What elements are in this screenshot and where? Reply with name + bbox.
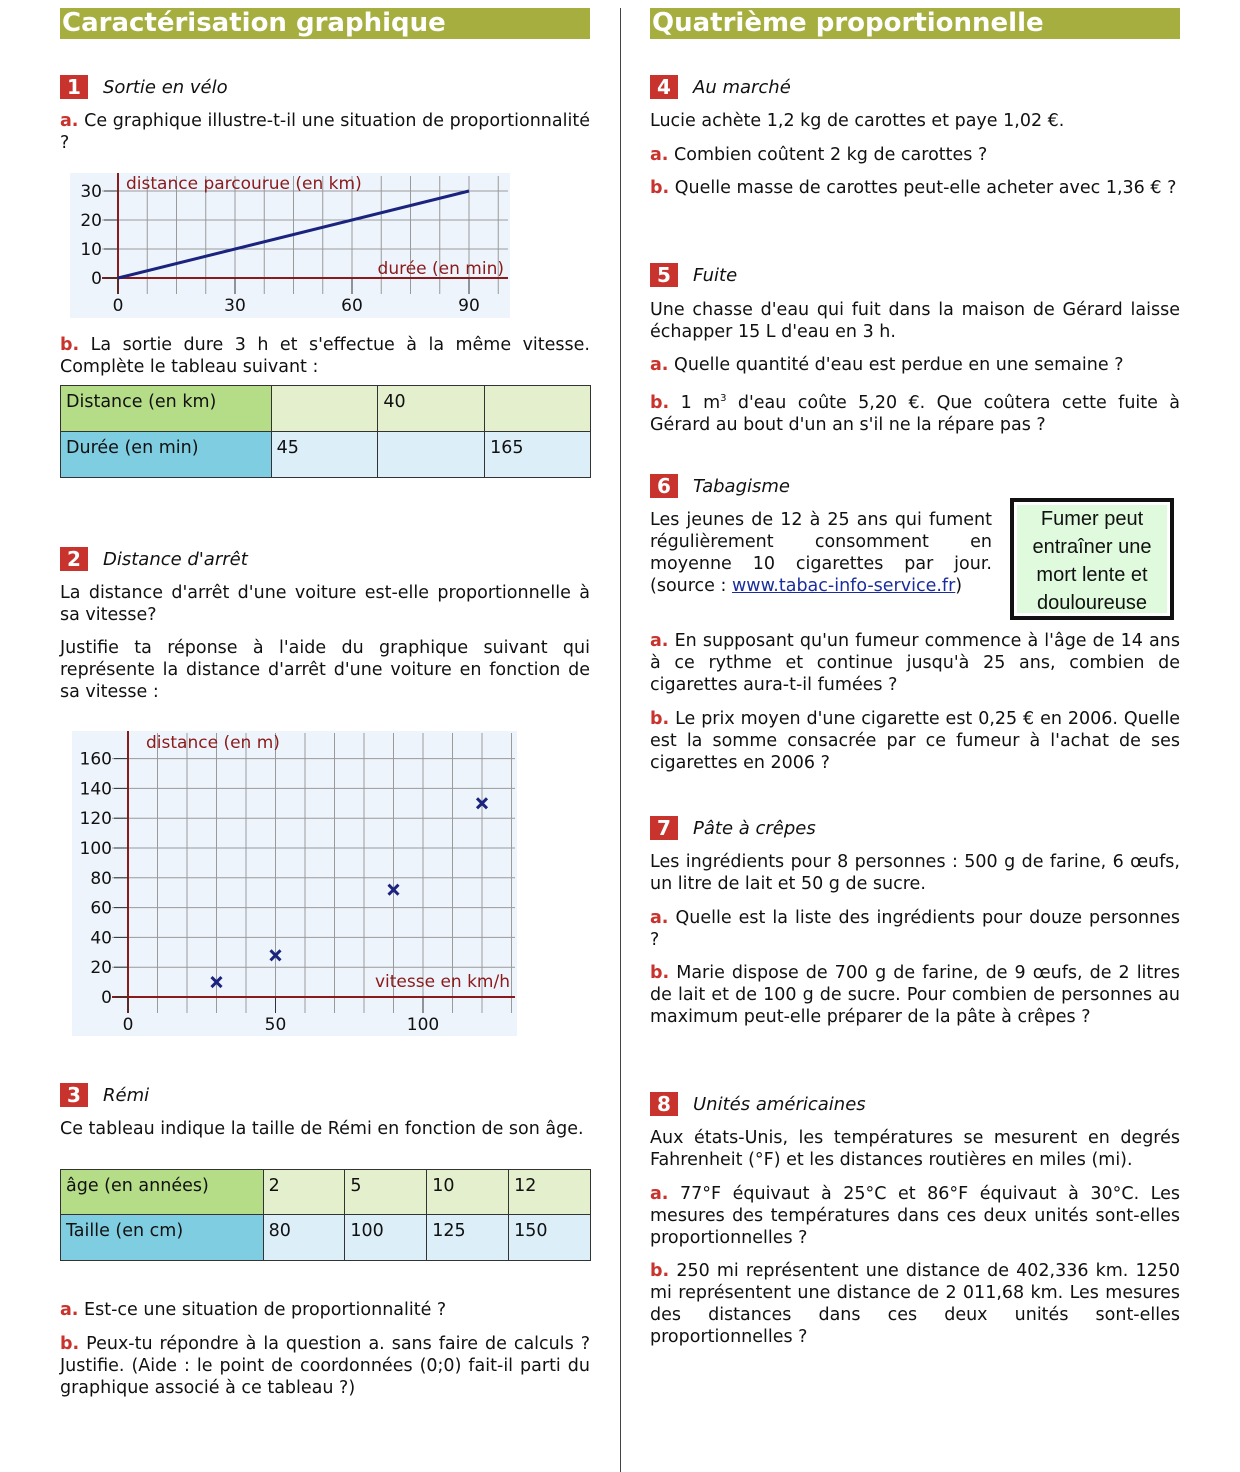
paragraph [650,509,992,597]
exercise-number: 4 [650,75,678,99]
chart-background [70,173,510,318]
y-tick-label: 0 [101,988,112,1008]
question-a [650,907,1180,951]
question-label: b. [650,178,670,198]
exercise-number: 1 [60,75,88,99]
y-axis-label: distance parcourue (en km) [126,174,362,194]
paragraph-text: Les jeunes de 12 à 25 ans qui fument régulièrement consomment en moyenne 10 cigarettes par jour. (source : [650,510,992,596]
question-text: Peux-tu répondre à la question a. sans faire de calculs ? Justifie. (Aide : le point de coordonnées (0;0) fait-il parti du graphique associé à ce tableau ?) [60,1334,590,1398]
question-label: a. [650,1184,669,1204]
question-text: 250 mi représentent une distance de 402,336 km. 1250 mi représentent une distance de 2 011,68 km. Les mesures des distances dans ces deux unités sont-elles proportionnelles ? [650,1261,1180,1347]
paragraph: Lucie achète 1,2 kg de carottes et paye 1,02 €. [650,111,1065,131]
question-a [60,1299,590,1321]
question-label: a. [650,908,669,928]
paragraph: La distance d'arrêt d'une voiture est-elle proportionnelle à sa vitesse? [60,583,590,625]
y-tick-label: 30 [80,182,102,202]
row-header: Durée (en min) [61,432,272,478]
paragraph: Justifie ta réponse à l'aide du graphique suivant qui représente la distance d'arrêt d'une voiture en fonction de sa vitesse : [60,638,590,702]
x-tick-label: 60 [341,296,363,316]
exercise-title: Au marché [693,76,791,98]
question-a [60,110,590,154]
warning-text: Fumer peut entraîner une mort lente et douloureuse [1017,505,1167,613]
question-a [650,354,1180,376]
question-b [60,334,590,378]
exercise-4-header [650,75,791,99]
exercise-title: Pâte à crêpes [693,817,816,839]
exercise-2-header [60,547,248,571]
paragraph: Ce tableau indique la taille de Rémi en fonction de son âge. [60,1119,584,1139]
y-tick-label: 40 [90,928,112,949]
question-label: a. [60,1300,79,1320]
exercise-number: 6 [650,474,678,498]
paragraph: Aux états-Unis, les températures se mesurent en degrés Fahrenheit (°F) et les distances routières en miles (mi). [650,1128,1180,1170]
question-a [650,144,1180,166]
superscript: 3 [720,393,727,404]
exercise-3-header [60,1083,149,1107]
table-cell: 165 [485,432,591,478]
table-cell [378,432,485,478]
table-row [61,1215,591,1261]
question-label: a. [650,631,669,651]
question-label: a. [650,355,669,375]
question-text: Quelle quantité d'eau est perdue en une semaine ? [674,355,1124,375]
chart-distance-arret [72,731,517,1036]
exercise-7-header [650,816,816,840]
exercise-title: Distance d'arrêt [103,548,248,570]
exercise-title: Tabagisme [693,475,791,497]
y-tick-label: 60 [90,898,112,919]
table-row [61,432,591,478]
y-tick-label: 10 [80,240,102,260]
table-cell [271,386,378,432]
question-text: Le prix moyen d'une cigarette est 0,25 € en 2006. Quelle est la somme consacrée par ce fumeur à l'achat de ses cigarettes en 2006 ? [650,709,1180,773]
paragraph: Une chasse d'eau qui fuit dans la maison de Gérard laisse échapper 15 L d'eau en 3 h. [650,300,1180,342]
question-text: 1 m [680,392,721,413]
x-tick-label: 0 [122,1015,134,1035]
y-tick-label: 80 [90,868,112,889]
column-divider [620,8,621,1472]
paragraph-text: ) [955,576,963,596]
exercise-number: 5 [650,263,678,287]
question-text: Est-ce une situation de proportionnalité ? [84,1300,447,1320]
y-tick-label: 120 [79,809,112,830]
exercise-number: 7 [650,816,678,840]
question-text: d'eau coûte 5,20 €. Que coûtera cette fuite à Gérard au bout d'un an s'il ne la répare pas ? [650,392,1180,435]
question-text: Marie dispose de 700 g de farine, de 9 œufs, de 2 litres de lait et de 100 g de sucre. Pour combien de personnes au maximum peut-elle préparer de la pâte à crêpes ? [650,963,1180,1027]
exercise-number: 8 [650,1092,678,1116]
x-axis-label: durée (en min) [377,259,504,279]
exercise-number: 3 [60,1083,88,1107]
question-label: b. [60,1334,80,1354]
question-a [650,630,1180,696]
y-tick-label: 160 [79,749,112,770]
question-text: Quelle est la liste des ingrédients pour douze personnes ? [650,908,1180,950]
question-label: a. [60,111,79,131]
exercise-number: 2 [60,547,88,571]
question-b [60,1333,590,1399]
x-tick-label: 100 [406,1015,440,1035]
row-header: Distance (en km) [61,386,272,432]
x-tick-label: 90 [458,296,480,316]
exercise-title: Rémi [103,1084,150,1106]
question-label: b. [60,335,80,355]
question-b [650,1260,1180,1348]
x-tick-label: 50 [264,1015,287,1035]
question-b [650,177,1180,199]
chart-sortie-velo [70,173,510,318]
table-sortie-velo [60,385,591,478]
table-cell: 150 [509,1215,591,1261]
y-axis-label: distance (en m) [146,733,280,753]
question-text: En supposant qu'un fumeur commence à l'âge de 14 ans à ce rythme et continue jusqu'à 25 ans, combien de cigarettes aura-t-il fumées ? [650,631,1180,695]
exercise-6-header [650,474,790,498]
row-header: âge (en années) [61,1170,264,1215]
question-label: b. [650,392,670,413]
question-label: b. [650,963,670,983]
question-label: b. [650,709,670,729]
source-link[interactable]: www.tabac-info-service.fr [731,576,956,596]
table-cell: 100 [345,1215,427,1261]
exercise-1-header [60,75,228,99]
table-row [61,386,591,432]
table-remi [60,1169,591,1261]
question-b [650,708,1180,774]
section-title-right: Quatrième proportionnelle [650,8,1180,39]
y-tick-label: 20 [80,211,102,231]
y-tick-label: 140 [79,779,112,800]
question-label: a. [650,145,669,165]
x-axis-label: vitesse en km/h [374,972,510,992]
table-cell: 80 [263,1215,345,1261]
exercise-5-header [650,263,737,287]
table-cell: 45 [271,432,378,478]
question-b [650,388,1180,436]
exercise-title: Unités américaines [693,1093,866,1115]
x-tick-label: 30 [224,296,246,316]
exercise-8-header [650,1092,866,1116]
table-cell [485,386,591,432]
exercise-title: Fuite [693,264,738,286]
table-cell: 40 [378,386,485,432]
question-text: Quelle masse de carottes peut-elle acheter avec 1,36 € ? [674,178,1177,198]
question-text: Ce graphique illustre-t-il une situation de proportionnalité ? [60,111,590,153]
warning-label [1010,498,1174,620]
table-cell: 125 [427,1215,509,1261]
question-b [650,962,1180,1028]
table-cell: 2 [263,1170,345,1215]
row-header: Taille (en cm) [61,1215,264,1261]
table-cell: 10 [427,1170,509,1215]
question-text: Combien coûtent 2 kg de carottes ? [674,145,988,165]
section-title-left: Caractérisation graphique [60,8,590,39]
y-tick-label: 100 [79,839,112,859]
question-text: La sortie dure 3 h et s'effectue à la même vitesse. Complète le tableau suivant : [60,335,590,377]
question-text: 77°F équivaut à 25°C et 86°F équivaut à 30°C. Les mesures des températures dans ces deux unités sont-elles proportionnelles ? [650,1184,1180,1248]
x-tick-label: 0 [112,296,124,316]
question-label: b. [650,1261,670,1281]
table-cell: 12 [509,1170,591,1215]
exercise-title: Sortie en vélo [103,76,228,98]
y-tick-label: 0 [91,269,102,289]
paragraph: Les ingrédients pour 8 personnes : 500 g de farine, 6 œufs, un litre de lait et 50 g de sucre. [650,852,1180,894]
y-tick-label: 20 [90,958,112,979]
question-a [650,1183,1180,1249]
table-cell: 5 [345,1170,427,1215]
table-row [61,1170,591,1215]
